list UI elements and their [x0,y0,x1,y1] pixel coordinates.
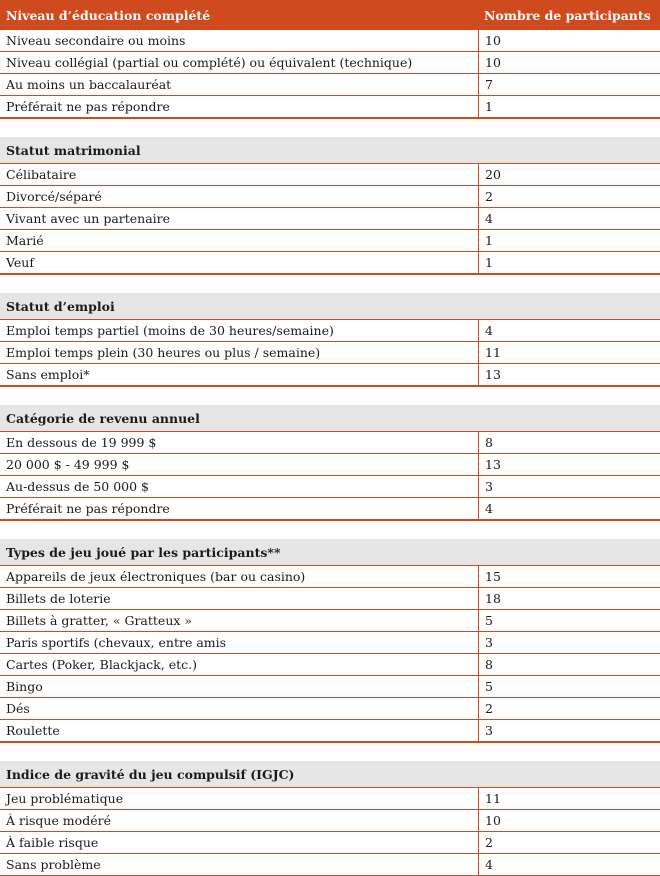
row-label: Cartes (Poker, Blackjack, etc.) [6,657,197,672]
row-value: 5 [485,613,493,628]
table-row [0,342,660,364]
row-value: 2 [485,189,493,204]
row-value-cell [478,788,501,809]
section-title [0,293,660,320]
section-title-text: Catégorie de revenu annuel [6,411,200,426]
row-value: 1 [485,99,493,114]
row-label: Appareils de jeux électroniques (bar ou casino) [6,569,306,584]
row-value: 11 [485,345,501,360]
section-title-text: Statut d’emploi [6,299,115,314]
row-value-cell [478,498,493,519]
row-value: 10 [485,813,501,828]
row-label: Préférait ne pas répondre [6,99,170,114]
row-value-cell [478,676,493,697]
row-label: Bingo [6,679,43,694]
row-label: Au-dessus de 50 000 $ [6,479,150,494]
row-value-cell [478,566,501,587]
table-row [0,632,660,654]
row-label: Billets de loterie [6,591,111,606]
table-row [0,30,660,52]
row-label: Niveau collégial (partial ou complété) ou équivalent (technique) [6,55,413,70]
table-row [0,454,660,476]
table-row [0,676,660,698]
row-label: Roulette [6,723,60,738]
row-value: 8 [485,435,493,450]
row-value-cell [478,632,493,653]
table-row [0,654,660,676]
row-value-cell [478,96,493,117]
row-label: À risque modéré [6,813,111,828]
row-value: 3 [485,723,493,738]
row-value: 20 [485,167,501,182]
row-value: 13 [485,457,501,472]
row-value-cell [478,832,493,853]
section-title [0,405,660,432]
row-value: 13 [485,367,501,382]
row-label: Sans emploi* [6,367,90,382]
table-row [0,74,660,96]
row-label: Célibataire [6,167,77,182]
row-value-cell [478,720,493,741]
table-row [0,810,660,832]
section-title [0,539,660,566]
row-label: Divorcé/séparé [6,189,102,204]
header-col-participants: Nombre de participants [484,8,651,23]
row-value: 5 [485,679,493,694]
table-header [0,0,660,30]
row-label: Au moins un baccalauréat [6,77,172,92]
row-value: 2 [485,835,493,850]
row-value: 1 [485,255,493,270]
table-row [0,432,660,454]
row-value-cell [478,74,493,95]
section-gap [0,119,660,137]
row-value: 3 [485,635,493,650]
row-label: À faible risque [6,835,99,850]
row-value-cell [478,30,501,51]
row-label: Niveau secondaire ou moins [6,33,186,48]
row-value-cell [478,164,501,185]
row-value: 10 [485,55,501,70]
table-row [0,186,660,208]
row-label: Billets à gratter, « Gratteux » [6,613,193,628]
row-label: Dés [6,701,30,716]
table-row [0,588,660,610]
table-row [0,610,660,632]
row-label: Sans problème [6,857,101,872]
row-value: 2 [485,701,493,716]
table-row [0,832,660,854]
section-title-text: Indice de gravité du jeu compulsif (IGJC) [6,767,295,782]
row-value: 1 [485,233,493,248]
table-row [0,788,660,810]
table-section [0,118,660,274]
header-col-education: Niveau d’éducation complété [6,8,211,23]
table-row [0,208,660,230]
row-label: Paris sportifs (chevaux, entre amis [6,635,227,650]
table-row [0,364,660,386]
row-label: Préférait ne pas répondre [6,501,170,516]
row-label: Vivant avec un partenaire [6,211,171,226]
education-rows [0,30,660,118]
table-section [0,742,660,876]
table-row [0,476,660,498]
row-value: 7 [485,77,493,92]
row-value-cell [478,52,501,73]
table-row [0,854,660,876]
table-row [0,320,660,342]
row-value-cell [478,588,501,609]
row-value: 15 [485,569,501,584]
table-row [0,252,660,274]
table-section [0,386,660,520]
row-value: 11 [485,791,501,806]
table-row [0,498,660,520]
row-value-cell [478,698,493,719]
row-value: 3 [485,479,493,494]
row-value: 18 [485,591,501,606]
table-row [0,164,660,186]
table-row [0,720,660,742]
row-value-cell [478,476,493,497]
row-label: 20 000 $ - 49 999 $ [6,457,130,472]
row-value-cell [478,454,501,475]
section-gap [0,743,660,761]
section-title-text: Types de jeu joué par les participants** [6,545,281,560]
row-value-cell [478,252,493,273]
row-label: Emploi temps partiel (moins de 30 heures/semaine) [6,323,334,338]
row-value-cell [478,654,493,675]
table-row [0,230,660,252]
table-section [0,274,660,386]
section-gap [0,521,660,539]
row-value-cell [478,320,493,341]
row-value: 4 [485,857,493,872]
row-value: 4 [485,211,493,226]
section-gap [0,387,660,405]
row-label: En dessous de 19 999 $ [6,435,157,450]
row-label: Marié [6,233,44,248]
row-value: 8 [485,657,493,672]
table-row [0,698,660,720]
row-value-cell [478,854,493,875]
row-value-cell [478,432,493,453]
row-label: Jeu problématique [6,791,124,806]
row-value-cell [478,810,501,831]
section-title [0,137,660,164]
table-row [0,566,660,588]
row-value: 4 [485,501,493,516]
row-label: Veuf [6,255,34,270]
row-value-cell [478,364,501,385]
row-value-cell [478,230,493,251]
table-section [0,520,660,742]
row-value-cell [478,186,493,207]
table-sections [0,118,660,876]
row-label: Emploi temps plein (30 heures ou plus / semaine) [6,345,321,360]
row-value-cell [478,610,493,631]
section-gap [0,275,660,293]
section-title-text: Statut matrimonial [6,143,141,158]
row-value: 10 [485,33,501,48]
row-value-cell [478,342,501,363]
table-row [0,52,660,74]
section-title [0,761,660,788]
row-value-cell [478,208,493,229]
table-row [0,96,660,118]
row-value: 4 [485,323,493,338]
